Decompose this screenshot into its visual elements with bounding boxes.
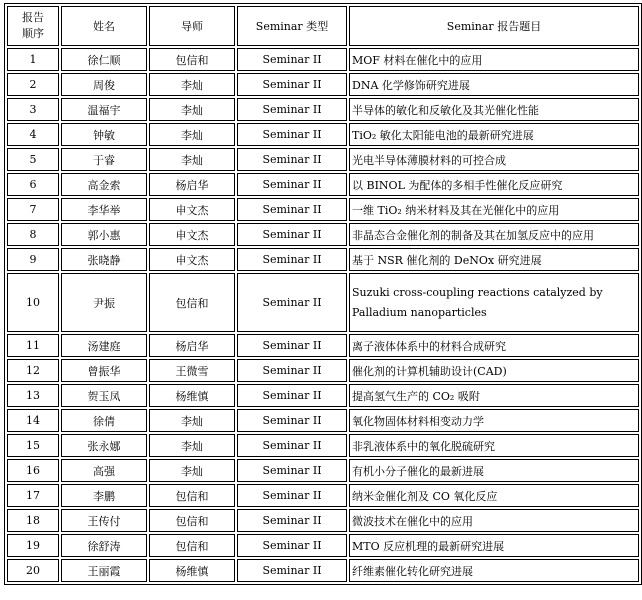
type-cell: Seminar II <box>237 98 347 121</box>
name-cell: 于睿 <box>61 148 147 171</box>
advisor-cell: 李灿 <box>149 409 235 432</box>
topic-cell: 一维 TiO₂ 纳米材料及其在光催化中的应用 <box>349 198 639 221</box>
header-advisor: 导师 <box>149 6 235 46</box>
topic-cell: 光电半导体薄膜材料的可控合成 <box>349 148 639 171</box>
name-cell: 郭小惠 <box>61 223 147 246</box>
header-order-line2: 顺序 <box>22 27 44 40</box>
name-cell: 周俊 <box>61 73 147 96</box>
table-row <box>7 223 639 246</box>
header-row <box>7 6 639 46</box>
advisor-cell: 包信和 <box>149 273 235 332</box>
advisor-cell: 杨维慎 <box>149 559 235 582</box>
table-row <box>7 248 639 271</box>
topic-cell: 以 BINOL 为配体的多相手性催化反应研究 <box>349 173 639 196</box>
order-cell: 15 <box>7 434 59 457</box>
table-row <box>7 48 639 71</box>
table-row <box>7 273 639 332</box>
order-cell: 19 <box>7 534 59 557</box>
type-cell: Seminar II <box>237 484 347 507</box>
topic-cell: TiO₂ 敏化太阳能电池的最新研究进展 <box>349 123 639 146</box>
type-cell: Seminar II <box>237 48 347 71</box>
table-row <box>7 98 639 121</box>
name-cell: 汤建庭 <box>61 334 147 357</box>
order-cell: 7 <box>7 198 59 221</box>
order-cell: 20 <box>7 559 59 582</box>
header-name: 姓名 <box>61 6 147 46</box>
table-row <box>7 198 639 221</box>
type-cell: Seminar II <box>237 509 347 532</box>
table-row <box>7 409 639 432</box>
order-cell: 1 <box>7 48 59 71</box>
table-row <box>7 534 639 557</box>
header-type: Seminar 类型 <box>237 6 347 46</box>
topic-cell: 半导体的敏化和反敏化及其光催化性能 <box>349 98 639 121</box>
type-cell: Seminar II <box>237 534 347 557</box>
advisor-cell: 申文杰 <box>149 198 235 221</box>
table-row <box>7 73 639 96</box>
order-cell: 12 <box>7 359 59 382</box>
advisor-cell: 王微雪 <box>149 359 235 382</box>
table-row <box>7 484 639 507</box>
advisor-cell: 杨维慎 <box>149 384 235 407</box>
header-order-line1: 报告 <box>22 11 44 24</box>
table-row <box>7 148 639 171</box>
topic-cell: 基于 NSR 催化剂的 DeNOx 研究进展 <box>349 248 639 271</box>
order-cell: 17 <box>7 484 59 507</box>
order-cell: 5 <box>7 148 59 171</box>
type-cell: Seminar II <box>237 384 347 407</box>
topic-cell: 氧化物固体材料相变动力学 <box>349 409 639 432</box>
topic-cell: 纤维素催化转化研究进展 <box>349 559 639 582</box>
type-cell: Seminar II <box>237 198 347 221</box>
advisor-cell: 申文杰 <box>149 223 235 246</box>
type-cell: Seminar II <box>237 73 347 96</box>
table-row <box>7 509 639 532</box>
type-cell: Seminar II <box>237 459 347 482</box>
advisor-cell: 申文杰 <box>149 248 235 271</box>
type-cell: Seminar II <box>237 173 347 196</box>
advisor-cell: 杨启华 <box>149 173 235 196</box>
advisor-cell: 包信和 <box>149 48 235 71</box>
type-cell: Seminar II <box>237 334 347 357</box>
table-row <box>7 123 639 146</box>
type-cell: Seminar II <box>237 148 347 171</box>
topic-cell: 非乳液体系中的氧化脱硫研究 <box>349 434 639 457</box>
name-cell: 钟敏 <box>61 123 147 146</box>
type-cell: Seminar II <box>237 559 347 582</box>
order-cell: 4 <box>7 123 59 146</box>
advisor-cell: 李灿 <box>149 434 235 457</box>
type-cell: Seminar II <box>237 359 347 382</box>
header-topic: Seminar 报告题目 <box>349 6 639 46</box>
name-cell: 贺玉凤 <box>61 384 147 407</box>
advisor-cell: 包信和 <box>149 534 235 557</box>
type-cell: Seminar II <box>237 434 347 457</box>
advisor-cell: 李灿 <box>149 123 235 146</box>
type-cell: Seminar II <box>237 123 347 146</box>
order-cell: 6 <box>7 173 59 196</box>
advisor-cell: 包信和 <box>149 509 235 532</box>
topic-cell: Suzuki cross-coupling reactions catalyzed by Palladium nanoparticles <box>349 273 639 332</box>
advisor-cell: 杨启华 <box>149 334 235 357</box>
name-cell: 尹振 <box>61 273 147 332</box>
order-cell: 14 <box>7 409 59 432</box>
table-row <box>7 334 639 357</box>
advisor-cell: 包信和 <box>149 484 235 507</box>
name-cell: 徐舒涛 <box>61 534 147 557</box>
type-cell: Seminar II <box>237 409 347 432</box>
table-row <box>7 459 639 482</box>
order-cell: 13 <box>7 384 59 407</box>
table-row <box>7 384 639 407</box>
name-cell: 李鹏 <box>61 484 147 507</box>
order-cell: 8 <box>7 223 59 246</box>
name-cell: 李华举 <box>61 198 147 221</box>
order-cell: 10 <box>7 273 59 332</box>
topic-cell: MTO 反应机理的最新研究进展 <box>349 534 639 557</box>
name-cell: 曾振华 <box>61 359 147 382</box>
type-cell: Seminar II <box>237 273 347 332</box>
name-cell: 王传付 <box>61 509 147 532</box>
name-cell: 张永娜 <box>61 434 147 457</box>
topic-cell: 离子液体体系中的材料合成研究 <box>349 334 639 357</box>
header-order <box>7 6 59 46</box>
advisor-cell: 李灿 <box>149 459 235 482</box>
name-cell: 王丽霞 <box>61 559 147 582</box>
seminar-schedule-table <box>4 3 642 585</box>
topic-cell: 有机小分子催化的最新进展 <box>349 459 639 482</box>
advisor-cell: 李灿 <box>149 73 235 96</box>
topic-cell: 催化剂的计算机辅助设计(CAD) <box>349 359 639 382</box>
order-cell: 2 <box>7 73 59 96</box>
name-cell: 高金索 <box>61 173 147 196</box>
name-cell: 徐仁顺 <box>61 48 147 71</box>
name-cell: 高强 <box>61 459 147 482</box>
order-cell: 18 <box>7 509 59 532</box>
topic-cell: 非晶态合金催化剂的制备及其在加氢反应中的应用 <box>349 223 639 246</box>
table-row <box>7 559 639 582</box>
topic-cell: 微波技术在催化中的应用 <box>349 509 639 532</box>
type-cell: Seminar II <box>237 248 347 271</box>
table-row <box>7 434 639 457</box>
order-cell: 3 <box>7 98 59 121</box>
order-cell: 9 <box>7 248 59 271</box>
topic-cell: DNA 化学修饰研究进展 <box>349 73 639 96</box>
topic-cell: MOF 材料在催化中的应用 <box>349 48 639 71</box>
advisor-cell: 李灿 <box>149 148 235 171</box>
advisor-cell: 李灿 <box>149 98 235 121</box>
order-cell: 11 <box>7 334 59 357</box>
order-cell: 16 <box>7 459 59 482</box>
name-cell: 张晓静 <box>61 248 147 271</box>
topic-cell: 纳米金催化剂及 CO 氧化反应 <box>349 484 639 507</box>
topic-cell: 提高氢气生产的 CO₂ 吸附 <box>349 384 639 407</box>
table-row <box>7 359 639 382</box>
type-cell: Seminar II <box>237 223 347 246</box>
table-row <box>7 173 639 196</box>
name-cell: 温福宇 <box>61 98 147 121</box>
name-cell: 徐倩 <box>61 409 147 432</box>
